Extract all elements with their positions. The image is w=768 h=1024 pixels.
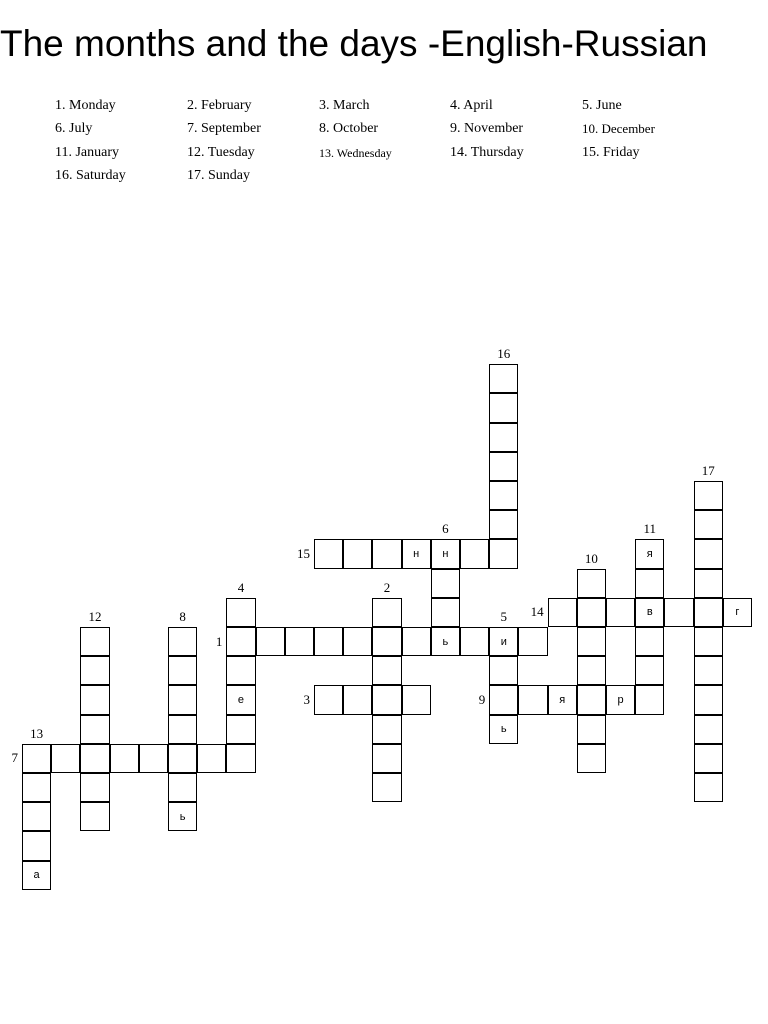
grid-cell[interactable] xyxy=(256,627,285,656)
grid-cell[interactable] xyxy=(664,598,693,627)
grid-cell[interactable] xyxy=(694,569,723,598)
clue-5: 5. June xyxy=(582,98,622,113)
grid-cell[interactable] xyxy=(489,452,518,481)
grid-cell[interactable]: н xyxy=(402,539,431,568)
grid-cell[interactable] xyxy=(372,627,401,656)
grid-cell[interactable] xyxy=(314,539,343,568)
grid-cell[interactable] xyxy=(168,773,197,802)
grid-cell[interactable] xyxy=(343,627,372,656)
clue-17: 17. Sunday xyxy=(187,168,250,183)
grid-cell[interactable] xyxy=(489,481,518,510)
grid-cell[interactable] xyxy=(431,569,460,598)
grid-cell[interactable] xyxy=(577,598,606,627)
clue-number: 13 xyxy=(30,725,44,741)
clue-14: 14. Thursday xyxy=(450,145,524,160)
grid-cell[interactable]: е xyxy=(226,685,255,714)
clue-number: 8 xyxy=(179,609,186,624)
grid-cell[interactable] xyxy=(635,627,664,656)
grid-cell[interactable] xyxy=(694,598,723,627)
grid-cell[interactable] xyxy=(694,481,723,510)
grid-cell[interactable] xyxy=(110,744,139,773)
grid-cell[interactable] xyxy=(372,715,401,744)
grid-cell[interactable] xyxy=(548,598,577,627)
grid-cell[interactable] xyxy=(51,744,80,773)
clue-15: 15. Friday xyxy=(582,145,640,160)
grid-cell[interactable] xyxy=(22,773,51,802)
grid-cell[interactable]: я xyxy=(635,539,664,568)
grid-cell[interactable] xyxy=(168,744,197,773)
grid-cell[interactable] xyxy=(489,656,518,685)
grid-cell[interactable] xyxy=(168,715,197,744)
grid-cell[interactable] xyxy=(80,715,109,744)
page-title: The months and the days -English-Russian xyxy=(0,23,708,64)
grid-cell[interactable] xyxy=(606,598,635,627)
grid-cell[interactable] xyxy=(197,744,226,773)
grid-cell[interactable] xyxy=(489,423,518,452)
grid-cell[interactable] xyxy=(402,685,431,714)
grid-cell[interactable]: а xyxy=(22,861,51,890)
grid-cell[interactable] xyxy=(22,802,51,831)
grid-cell[interactable] xyxy=(343,539,372,568)
grid-cell[interactable] xyxy=(80,802,109,831)
grid-cell[interactable] xyxy=(372,773,401,802)
grid-cell[interactable] xyxy=(577,656,606,685)
clue-4: 4. April xyxy=(450,98,493,113)
grid-cell[interactable] xyxy=(694,715,723,744)
clue-number: 5 xyxy=(500,609,508,624)
clue-1: 1. Monday xyxy=(55,98,116,113)
grid-cell[interactable] xyxy=(168,627,197,656)
grid-cell[interactable] xyxy=(694,744,723,773)
grid-cell[interactable] xyxy=(80,773,109,802)
clue-number: 16 xyxy=(497,346,511,362)
grid-cell[interactable] xyxy=(489,685,518,714)
clue-number: 14 xyxy=(530,604,544,620)
clue-7: 7. September xyxy=(187,121,261,136)
grid-cell[interactable] xyxy=(226,598,255,627)
grid-cell[interactable] xyxy=(489,510,518,539)
clue-number: 1 xyxy=(215,633,223,649)
grid-cell[interactable] xyxy=(694,627,723,656)
grid-cell[interactable]: ь xyxy=(168,802,197,831)
grid-cell[interactable] xyxy=(489,393,518,422)
grid-cell[interactable] xyxy=(577,685,606,714)
grid-cell[interactable] xyxy=(22,831,51,860)
clue-3: 3. March xyxy=(319,98,370,113)
grid-cell[interactable] xyxy=(226,744,255,773)
grid-cell[interactable] xyxy=(139,744,168,773)
clue-10: 10. December xyxy=(582,121,655,136)
clue-number: 12 xyxy=(88,609,102,624)
clue-number: 6 xyxy=(442,521,449,537)
grid-cell[interactable] xyxy=(226,715,255,744)
grid-cell[interactable] xyxy=(635,685,664,714)
grid-cell[interactable]: ь xyxy=(431,627,460,656)
grid-cell[interactable] xyxy=(372,685,401,714)
clue-number: 17 xyxy=(701,463,715,478)
grid-cell[interactable] xyxy=(460,539,489,568)
grid-cell[interactable] xyxy=(314,685,343,714)
grid-cell[interactable] xyxy=(694,510,723,539)
grid-cell[interactable] xyxy=(168,656,197,685)
grid-cell[interactable] xyxy=(226,656,255,685)
clue-number: 9 xyxy=(478,692,486,707)
clue-number: 2 xyxy=(383,579,391,595)
clue-number: 15 xyxy=(297,546,310,561)
grid-cell[interactable]: н xyxy=(431,539,460,568)
grid-cell[interactable] xyxy=(372,656,401,685)
grid-cell[interactable] xyxy=(460,627,489,656)
clue-13: 13. Wednesday xyxy=(319,146,392,160)
clue-number: 11 xyxy=(643,521,657,537)
grid-cell[interactable] xyxy=(577,569,606,598)
grid-cell[interactable] xyxy=(431,598,460,627)
grid-cell[interactable] xyxy=(80,656,109,685)
grid-cell[interactable] xyxy=(372,744,401,773)
grid-cell[interactable] xyxy=(168,685,197,714)
grid-cell[interactable] xyxy=(694,539,723,568)
grid-cell[interactable] xyxy=(577,627,606,656)
grid-cell[interactable] xyxy=(635,656,664,685)
grid-cell[interactable] xyxy=(80,685,109,714)
clue-11: 11. January xyxy=(55,145,120,160)
clue-8: 8. October xyxy=(319,121,379,136)
grid-cell[interactable]: ь xyxy=(489,715,518,744)
grid-cell[interactable]: р xyxy=(606,685,635,714)
grid-cell[interactable] xyxy=(372,539,401,568)
grid-cell[interactable]: я xyxy=(548,685,577,714)
grid-cell[interactable] xyxy=(80,744,109,773)
grid-cell[interactable] xyxy=(80,627,109,656)
clue-6: 6. July xyxy=(55,121,93,136)
grid-cell[interactable] xyxy=(489,364,518,393)
grid-cell[interactable] xyxy=(577,715,606,744)
grid-cell[interactable] xyxy=(489,539,518,568)
grid-cell[interactable] xyxy=(314,627,343,656)
grid-cell[interactable] xyxy=(22,744,51,773)
clue-number: 10 xyxy=(584,550,598,566)
grid-cell[interactable] xyxy=(402,627,431,656)
grid-cell[interactable] xyxy=(226,627,255,656)
grid-cell[interactable] xyxy=(694,685,723,714)
grid-cell[interactable]: и xyxy=(489,627,518,656)
grid-cell[interactable] xyxy=(694,773,723,802)
clue-2: 2. February xyxy=(187,98,252,113)
grid-cell[interactable] xyxy=(372,598,401,627)
grid-cell[interactable] xyxy=(694,656,723,685)
clue-12: 12. Tuesday xyxy=(187,145,255,160)
grid-cell[interactable]: г xyxy=(723,598,752,627)
grid-cell[interactable] xyxy=(635,569,664,598)
grid-cell[interactable]: в xyxy=(635,598,664,627)
grid-cell[interactable] xyxy=(518,685,547,714)
grid-cell[interactable] xyxy=(285,627,314,656)
clue-number: 7 xyxy=(11,750,18,766)
grid-cell[interactable] xyxy=(577,744,606,773)
grid-cell[interactable] xyxy=(518,627,547,656)
clue-number: 3 xyxy=(303,692,310,707)
clue-number: 4 xyxy=(237,579,245,595)
clue-9: 9. November xyxy=(450,121,524,136)
grid-cell[interactable] xyxy=(343,685,372,714)
clue-16: 16. Saturday xyxy=(55,168,126,183)
